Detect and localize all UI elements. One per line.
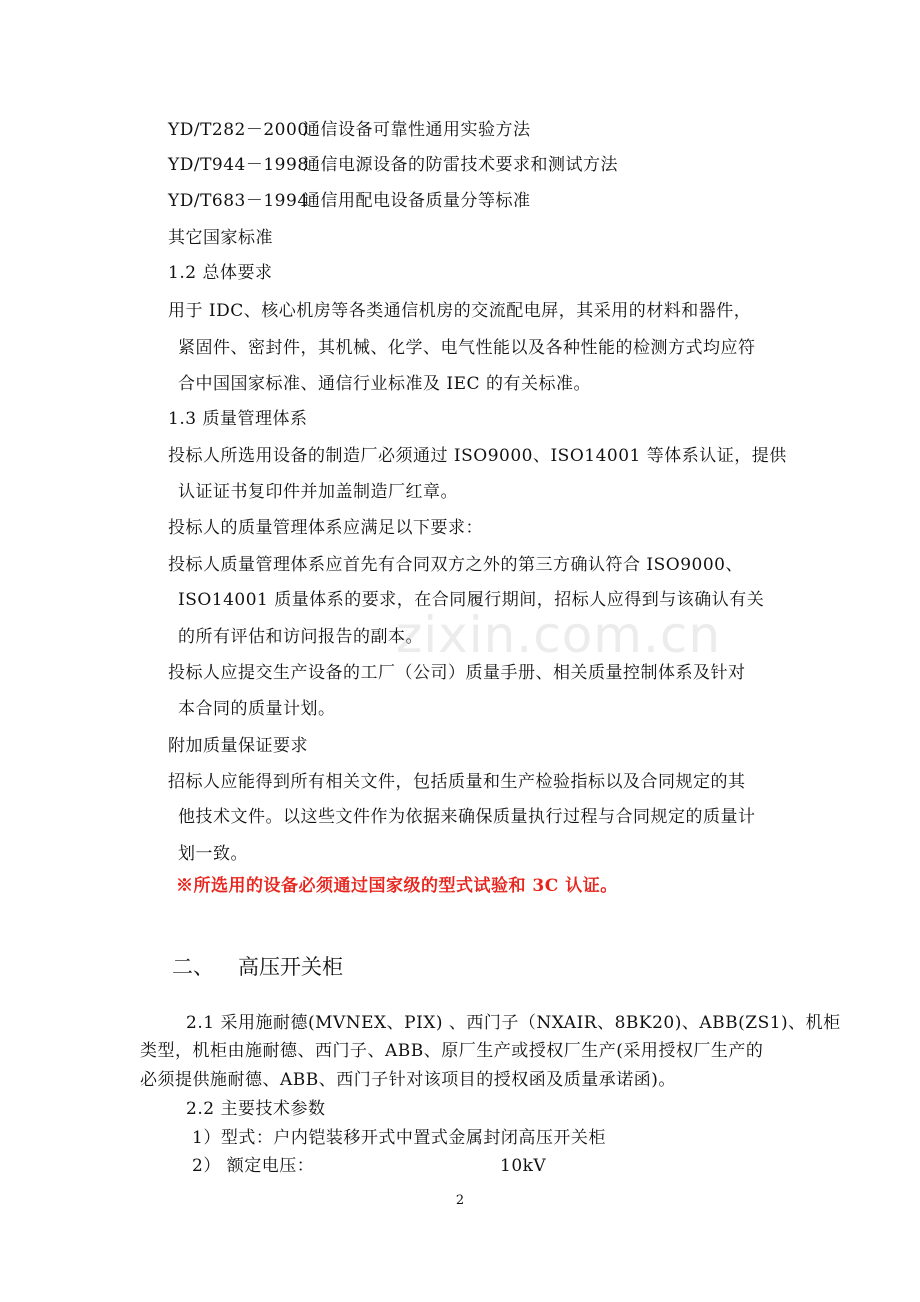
section-2-heading: [172, 953, 343, 981]
paragraph-line: ISO14001 质量体系的要求，在合同履行期间，招标人应得到与该确认有关: [178, 590, 765, 610]
reference-code: YD/T282－2000: [168, 120, 309, 140]
other-standards: 其它国家标准: [168, 228, 273, 248]
page-number: 2: [455, 1193, 465, 1208]
reference-code: YD/T683－1994: [168, 191, 309, 211]
paragraph-line: 本合同的质量计划。: [178, 699, 336, 719]
paragraph-line: 紧固件、密封件，其机械、化学、电气性能以及各种性能的检测方式均应符: [178, 338, 756, 358]
paragraph-line: 投标人质量管理体系应首先有合同双方之外的第三方确认符合 ISO9000、: [168, 555, 743, 575]
paragraph-line: 划一致。: [178, 844, 248, 864]
parameter-value: 10kV: [500, 1156, 547, 1176]
section-1-2-heading: 1.2 总体要求: [168, 263, 273, 283]
paragraph-line: 2.1 采用施耐德(MVNEX、PIX) 、西门子（NXAIR、8BK20)、ABB(ZS1)、机柜: [186, 1013, 841, 1033]
paragraph-line: 的所有评估和访问报告的副本。: [178, 627, 423, 647]
parameter-type: 1）型式：户内铠装移开式中置式金属封闭高压开关柜: [192, 1128, 606, 1148]
parameter-label: 2） 额定电压：: [192, 1156, 315, 1176]
paragraph-line: 附加质量保证要求: [168, 736, 308, 756]
reference-title: 通信设备可靠性通用实验方法: [303, 120, 531, 140]
paragraph-line: 投标人应提交生产设备的工厂（公司）质量手册、相关质量控制体系及针对: [168, 663, 746, 683]
reference-title: 通信用配电设备质量分等标准: [303, 191, 531, 211]
section-2-title: 高压开关柜: [238, 955, 343, 979]
reference-3: [168, 190, 531, 212]
section-1-3-heading: 1.3 质量管理体系: [168, 409, 308, 429]
reference-code: YD/T944－1998: [168, 155, 309, 175]
certification-warning: ※所选用的设备必须通过国家级的型式试验和 3C 认证。: [176, 876, 618, 896]
reference-1: [168, 119, 531, 141]
section-2-number: 二、: [172, 955, 214, 979]
paragraph-line: 认证证书复印件并加盖制造厂红章。: [178, 482, 458, 502]
paragraph-line: 招标人应能得到所有相关文件，包括质量和生产检验指标以及合同规定的其: [168, 772, 746, 792]
reference-title: 通信电源设备的防雷技术要求和测试方法: [303, 155, 618, 175]
parameter-rated-voltage: [192, 1155, 546, 1177]
paragraph-line: 投标人的质量管理体系应满足以下要求：: [168, 518, 483, 538]
paragraph-line: 类型，机柜由施耐德、西门子、ABB、原厂生产或授权厂生产(采用授权厂生产的: [140, 1041, 764, 1061]
paragraph-line: 投标人所选用设备的制造厂必须通过 ISO9000、ISO14001 等体系认证，提供: [168, 446, 787, 466]
paragraph-line: 用于 IDC、核心机房等各类通信机房的交流配电屏，其采用的材料和器件，: [168, 301, 752, 321]
paragraph-line: 他技术文件。以这些文件作为依据来确保质量执行过程与合同规定的质量计: [178, 807, 756, 827]
watermark: zixin.com.cn: [396, 606, 722, 664]
section-2-2-heading: 2.2 主要技术参数: [186, 1099, 326, 1119]
reference-2: [168, 154, 618, 176]
paragraph-line: 合中国国家标准、通信行业标准及 IEC 的有关标准。: [178, 374, 591, 394]
paragraph-line: 必须提供施耐德、ABB、西门子针对该项目的授权函及质量承诺函)。: [140, 1070, 676, 1090]
